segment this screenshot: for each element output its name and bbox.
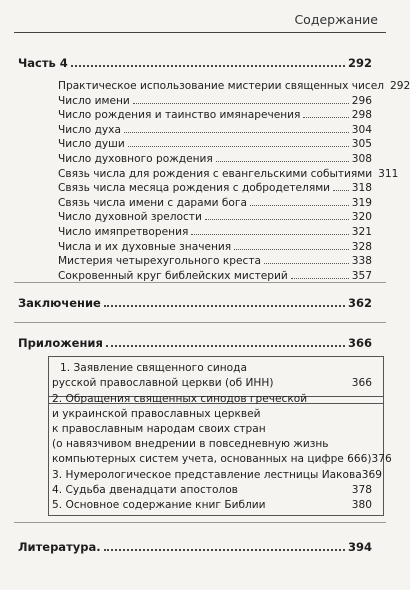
appendix-text: 4. Судьба двенадцати апостолов xyxy=(52,484,238,496)
section-literature xyxy=(18,540,372,554)
leader-dots xyxy=(216,161,349,162)
leader-dots xyxy=(191,234,348,235)
entry-title: Число духовного рождения xyxy=(58,153,213,165)
appendix-page: 376 xyxy=(371,453,392,465)
appendix-line xyxy=(52,469,383,482)
entry-page: 296 xyxy=(351,94,372,107)
entry-title: Сокровенный круг библейских мистерий xyxy=(58,269,288,282)
toc-entry xyxy=(58,211,372,224)
leader-dots xyxy=(291,278,349,279)
entry-page: 338 xyxy=(351,255,372,268)
leader-dots xyxy=(234,249,349,250)
appendix-text: компьютерных систем учета, основанных на цифре 666) xyxy=(52,453,372,465)
toc-entry xyxy=(58,138,372,151)
leader-dots xyxy=(303,117,348,118)
section-appendices xyxy=(18,336,372,350)
toc-entry xyxy=(58,226,372,239)
entry-page: 318 xyxy=(351,182,372,195)
section-page: 366 xyxy=(347,336,372,350)
section-title: Часть 4 xyxy=(18,56,68,70)
entry-title: Число рождения и таинство имянаречения xyxy=(58,109,301,122)
toc-entry xyxy=(58,167,399,181)
leader-dots xyxy=(104,305,345,307)
leader-dots xyxy=(264,263,349,264)
toc-entry xyxy=(58,153,372,166)
appendix-text: (о навязчивом внедрении в повседневную жизнь xyxy=(52,438,329,450)
entry-page: 357 xyxy=(351,269,372,282)
entry-page: 311 xyxy=(378,167,399,180)
appendix-page: 369 xyxy=(361,469,383,481)
appendix-text: 1. Заявление священного синода xyxy=(60,362,247,374)
leader-dots xyxy=(133,103,349,104)
section-title: Заключение xyxy=(18,296,101,310)
appendix-line xyxy=(52,393,372,406)
section-page: 362 xyxy=(347,296,372,310)
toc-entry xyxy=(58,270,372,283)
toc-entry xyxy=(58,197,372,210)
entry-page: 308 xyxy=(351,153,372,165)
leader-dots xyxy=(333,190,349,191)
appendix-line xyxy=(52,408,372,421)
toc-entry xyxy=(58,182,372,195)
entry-page: 320 xyxy=(351,211,372,224)
toc-entry xyxy=(58,95,372,108)
appendix-line xyxy=(60,362,372,375)
section-part4 xyxy=(18,56,372,70)
entry-page: 304 xyxy=(351,123,372,136)
appendix-text: и украинской православных церквей xyxy=(52,408,261,420)
toc-entry xyxy=(58,124,372,137)
toc-entry xyxy=(58,80,410,93)
section-page: 292 xyxy=(347,56,372,70)
appendix-line xyxy=(52,484,372,497)
entry-title: Мистерия четырехугольного креста xyxy=(58,255,261,268)
appendix-page: 378 xyxy=(351,484,372,496)
appendix-text: 2. Обращения священных синодов греческой xyxy=(52,393,308,405)
appendix-line xyxy=(52,499,372,512)
appendix-line xyxy=(52,423,372,436)
leader-dots xyxy=(250,205,349,206)
section-divider xyxy=(14,522,386,523)
entry-title: Практическое использование мистерии священных чисел xyxy=(58,80,384,92)
appendix-text: русской православной церкви (об ИНН) xyxy=(52,377,274,389)
entry-title: Число духа xyxy=(58,123,121,136)
leader-dots xyxy=(205,219,349,220)
appendix-line xyxy=(52,377,372,390)
entry-page: 292 xyxy=(389,80,410,92)
toc-entry xyxy=(58,241,372,254)
running-header: Содержание xyxy=(294,12,378,27)
section-title: Приложения xyxy=(18,336,103,350)
entry-title: Связь числа имени с дарами бога xyxy=(58,196,247,209)
entry-page: 319 xyxy=(351,196,372,209)
appendix-text: 5. Основное содержание книг Библии xyxy=(52,499,266,511)
header-rule xyxy=(14,32,386,33)
section-divider xyxy=(14,282,386,283)
entry-title: Связь числа для рождения с евангельскими событиями xyxy=(58,167,373,180)
entry-title: Связь числа месяца рождения с добродетелями xyxy=(58,182,331,195)
entry-page: 298 xyxy=(351,109,372,122)
appendix-text: к православным народам своих стран xyxy=(52,423,266,435)
toc-entry xyxy=(58,109,372,122)
section-title: Литература. xyxy=(18,540,101,554)
toc-entry xyxy=(58,255,372,268)
entry-title: Число духовной зрелости xyxy=(58,211,202,224)
entry-title: Числа и их духовные значения xyxy=(58,240,232,253)
section-page: 394 xyxy=(347,540,372,554)
entry-title: Число души xyxy=(58,138,125,151)
section-conclusion xyxy=(18,296,372,310)
entry-page: 305 xyxy=(351,138,372,151)
appendix-line xyxy=(52,453,392,466)
entry-title: Число имени xyxy=(58,94,130,107)
entry-page: 328 xyxy=(351,240,372,253)
appendix-page: 380 xyxy=(351,499,372,511)
leader-dots xyxy=(106,345,345,347)
leader-dots xyxy=(104,549,345,551)
leader-dots xyxy=(71,65,345,67)
leader-dots xyxy=(128,146,349,147)
entry-title: Число имяпретворения xyxy=(58,226,189,238)
section-divider xyxy=(14,322,386,323)
appendix-line xyxy=(52,438,372,451)
entry-page: 321 xyxy=(351,226,372,238)
leader-dots xyxy=(124,132,349,133)
appendix-text: 3. Нумерологическое представление лестницы Иакова xyxy=(52,469,362,481)
appendix-page: 366 xyxy=(351,377,372,389)
